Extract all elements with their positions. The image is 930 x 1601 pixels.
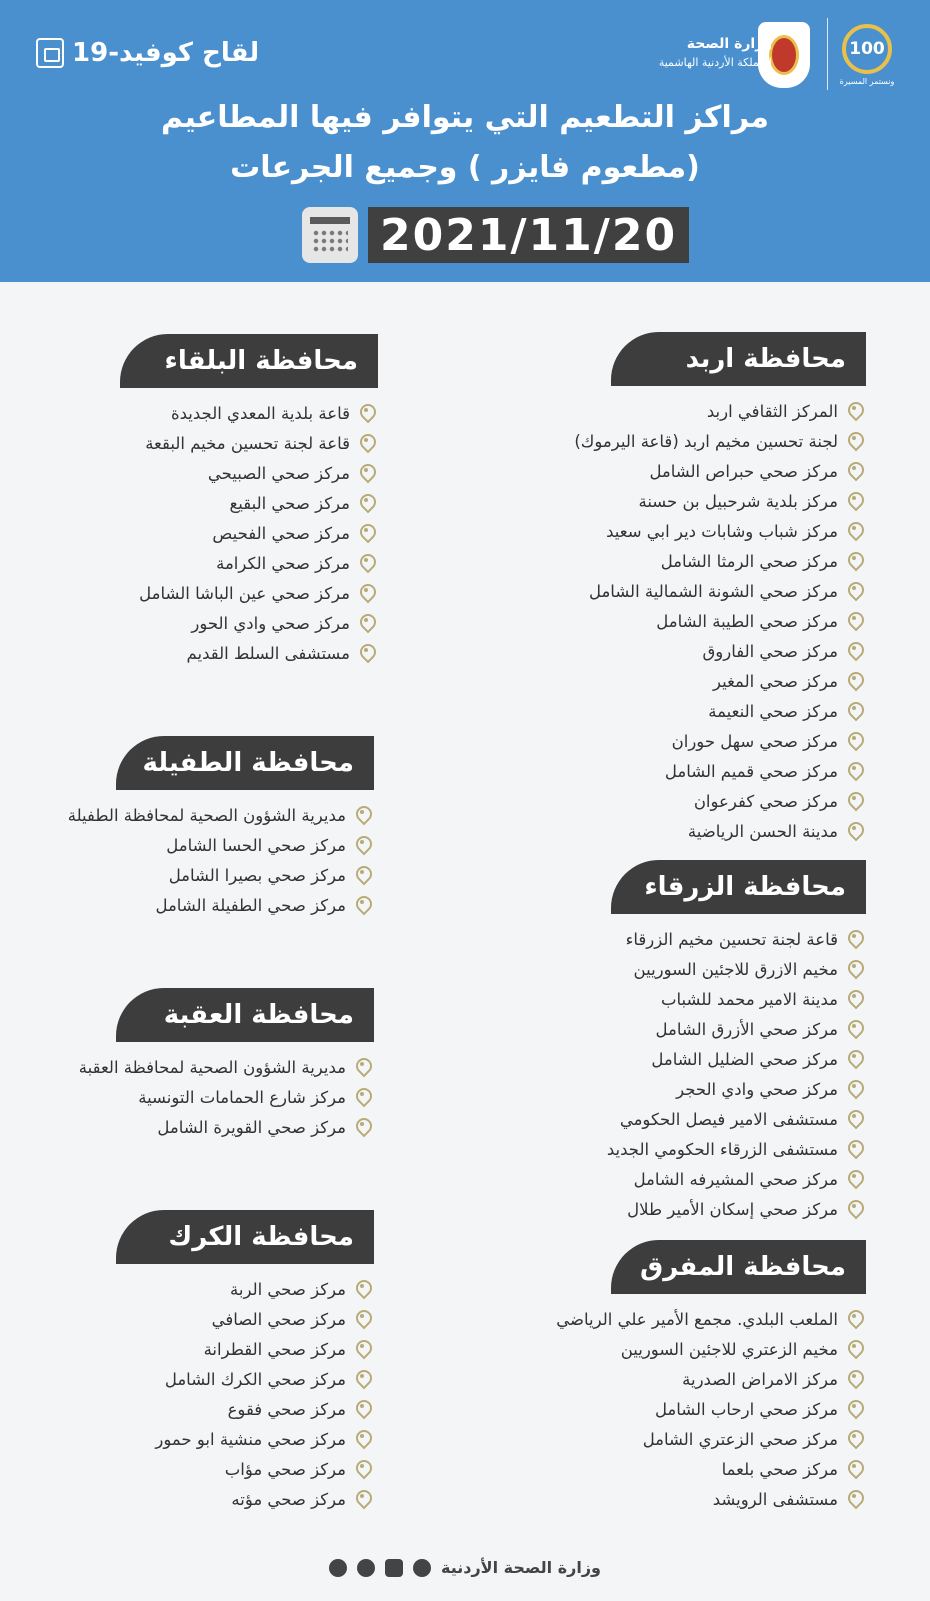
location-pin-icon	[846, 492, 862, 510]
center-name: مركز صحي الكرك الشامل	[164, 1369, 346, 1389]
location-pin-icon	[846, 702, 862, 720]
location-pin-icon	[354, 1088, 370, 1106]
center-item	[607, 1104, 862, 1134]
vaccine-icon	[36, 38, 64, 68]
location-pin-icon	[354, 806, 370, 824]
center-item	[556, 1484, 862, 1514]
center-item	[574, 396, 862, 426]
section-aqaba	[79, 988, 374, 1142]
center-item	[116, 1424, 370, 1454]
center-item	[556, 1454, 862, 1484]
section-tafila	[68, 736, 374, 920]
page-title-line2: (مطعوم فايزر ) وجميع الجرعات	[230, 150, 700, 185]
center-name: مركز شارع الحمامات التونسية	[138, 1087, 346, 1107]
center-item	[116, 1484, 370, 1514]
center-name: مركز صحي الرمثا الشامل	[660, 551, 838, 571]
center-item	[607, 1134, 862, 1164]
twitter-icon[interactable]	[357, 1559, 375, 1577]
location-pin-icon	[846, 1140, 862, 1158]
location-pin-icon	[846, 1340, 862, 1358]
location-pin-icon	[354, 1058, 370, 1076]
location-pin-icon	[846, 612, 862, 630]
location-pin-icon	[358, 404, 374, 422]
center-name: مركز صحي منشية ابو حمور	[155, 1429, 346, 1449]
location-pin-icon	[846, 1460, 862, 1478]
header-banner	[0, 0, 930, 282]
location-pin-icon	[358, 614, 374, 632]
location-pin-icon	[846, 1400, 862, 1418]
center-name: الملعب البلدي. مجمع الأمير علي الرياضي	[556, 1309, 838, 1329]
center-name: مركز صحي ارحاب الشامل	[654, 1399, 838, 1419]
center-item	[116, 1454, 370, 1484]
center-name: مديرية الشؤون الصحية لمحافظة الطفيلة	[67, 805, 346, 825]
location-pin-icon	[846, 1490, 862, 1508]
ministry-name	[659, 36, 772, 69]
location-pin-icon	[354, 866, 370, 884]
location-pin-icon	[846, 1020, 862, 1038]
location-pin-icon	[846, 462, 862, 480]
center-name: مركز صحي سهل حوران	[671, 731, 838, 751]
location-pin-icon	[358, 434, 374, 452]
center-item	[68, 830, 370, 860]
center-item	[574, 666, 862, 696]
center-item	[574, 636, 862, 666]
center-item	[574, 786, 862, 816]
center-name: مدينة الحسن الرياضية	[687, 821, 838, 841]
section-title: محافظة البلقاء	[120, 334, 378, 388]
location-pin-icon	[354, 1340, 370, 1358]
location-pin-icon	[358, 554, 374, 572]
center-name: مركز صحي وادي الحور	[191, 613, 350, 633]
center-name: مركز صحي فقوع	[227, 1399, 346, 1419]
section-title: محافظة العقبة	[116, 988, 374, 1042]
center-name: مركز صحي عين الباشا الشامل	[139, 583, 350, 603]
location-pin-icon	[846, 582, 862, 600]
location-pin-icon	[846, 762, 862, 780]
section-title: محافظة اربد	[611, 332, 866, 386]
section-irbid	[574, 332, 866, 846]
location-pin-icon	[358, 464, 374, 482]
centennial-tag: ونستمر المسيرة	[839, 77, 895, 86]
center-item	[120, 638, 374, 668]
center-name: مركز صحي الضليل الشامل	[651, 1049, 838, 1069]
center-name: مركز صحي مؤته	[231, 1489, 346, 1509]
center-name: مدينة الامير محمد للشباب	[660, 989, 838, 1009]
center-item	[116, 1394, 370, 1424]
center-item	[574, 546, 862, 576]
header-divider	[827, 18, 828, 90]
location-pin-icon	[354, 1490, 370, 1508]
location-pin-icon	[846, 672, 862, 690]
location-pin-icon	[354, 1400, 370, 1418]
location-pin-icon	[846, 432, 862, 450]
center-item	[607, 1044, 862, 1074]
center-item	[556, 1364, 862, 1394]
center-name: مركز صحي الشونة الشمالية الشامل	[588, 581, 838, 601]
center-item	[574, 696, 862, 726]
center-item	[120, 548, 374, 578]
section-title: محافظة الطفيلة	[116, 736, 374, 790]
ministry-line1: وزارة الصحة	[686, 36, 772, 52]
center-name: مركز صحي المغير	[713, 671, 838, 691]
center-item	[68, 860, 370, 890]
location-pin-icon	[846, 552, 862, 570]
section-title: محافظة المفرق	[611, 1240, 866, 1294]
center-item	[574, 726, 862, 756]
center-name: مستشفى السلط القديم	[186, 643, 350, 663]
section-balqa	[120, 334, 378, 668]
centennial-logo	[834, 20, 900, 90]
center-list	[607, 924, 862, 1224]
center-item	[116, 1304, 370, 1334]
center-item	[574, 516, 862, 546]
center-item	[120, 458, 374, 488]
center-name: مركز صحي وادي الحجر	[676, 1079, 838, 1099]
covid-label-text: لقاح كوفيد-19	[72, 38, 260, 68]
date-badge: 2021/11/20	[368, 207, 689, 263]
center-name: مركز صحي بصيرا الشامل	[168, 865, 346, 885]
location-pin-icon	[846, 1200, 862, 1218]
center-item	[120, 428, 374, 458]
center-list	[574, 396, 862, 846]
location-pin-icon	[358, 644, 374, 662]
center-name: قاعة بلدية المعدي الجديدة	[170, 403, 350, 423]
center-name: مركز شباب وشابات دير ابي سعيد	[606, 521, 838, 541]
center-item	[607, 1014, 862, 1044]
location-pin-icon	[358, 524, 374, 542]
center-list	[79, 1052, 370, 1142]
location-pin-icon	[846, 522, 862, 540]
globe-icon[interactable]	[413, 1559, 431, 1577]
center-name: مركز صحي الطفيلة الشامل	[155, 895, 346, 915]
location-pin-icon	[846, 1050, 862, 1068]
center-list	[120, 398, 374, 668]
location-pin-icon	[846, 732, 862, 750]
section-title: محافظة الزرقاء	[611, 860, 866, 914]
location-pin-icon	[846, 1430, 862, 1448]
footer	[0, 1558, 930, 1577]
ministry-line2: المملكة الأردنية الهاشمية	[658, 56, 772, 69]
center-name: مستشفى الرويشد	[712, 1489, 838, 1509]
centennial-number: 100	[842, 24, 892, 74]
center-name: مركز بلدية شرحبيل بن حسنة	[638, 491, 838, 511]
center-item	[607, 1164, 862, 1194]
center-name: لجنة تحسين مخيم اربد (قاعة اليرموك)	[574, 431, 838, 451]
center-item	[79, 1082, 370, 1112]
center-item	[116, 1274, 370, 1304]
center-item	[607, 1074, 862, 1104]
center-item	[556, 1424, 862, 1454]
center-name: مخيم الازرق للاجئين السوريين	[633, 959, 838, 979]
section-karak	[116, 1210, 374, 1514]
center-name: مركز صحي الكرامة	[216, 553, 350, 573]
location-pin-icon	[846, 1080, 862, 1098]
location-pin-icon	[846, 990, 862, 1008]
center-item	[120, 608, 374, 638]
center-name: مركز صحي حبراص الشامل	[649, 461, 838, 481]
footer-text: وزارة الصحة الأردنية	[441, 1558, 601, 1577]
center-name: مركز صحي الحسا الشامل	[166, 835, 346, 855]
center-item	[607, 984, 862, 1014]
center-name: مركز صحي الطيبة الشامل	[656, 611, 838, 631]
center-name: مركز صحي قميم الشامل	[664, 761, 838, 781]
center-item	[556, 1334, 862, 1364]
center-name: مركز صحي الفاروق	[702, 641, 838, 661]
location-pin-icon	[846, 1310, 862, 1328]
location-pin-icon	[354, 1118, 370, 1136]
center-name: مركز الامراض الصدرية	[682, 1369, 838, 1389]
calendar-icon	[302, 207, 358, 263]
center-name: مديرية الشؤون الصحية لمحافظة العقبة	[78, 1057, 346, 1077]
location-pin-icon	[354, 1430, 370, 1448]
center-item	[68, 890, 370, 920]
center-item	[574, 606, 862, 636]
center-item	[574, 576, 862, 606]
location-pin-icon	[846, 822, 862, 840]
location-pin-icon	[354, 1280, 370, 1298]
center-list	[556, 1304, 862, 1514]
location-pin-icon	[846, 1370, 862, 1388]
center-item	[120, 488, 374, 518]
center-name: مستشفى الزرقاء الحكومي الجديد	[606, 1139, 838, 1159]
facebook-icon[interactable]	[329, 1559, 347, 1577]
center-item	[607, 954, 862, 984]
location-pin-icon	[846, 930, 862, 948]
location-pin-icon	[846, 1170, 862, 1188]
section-title: محافظة الكرك	[116, 1210, 374, 1264]
location-pin-icon	[846, 642, 862, 660]
center-name: مركز صحي الصافي	[211, 1309, 346, 1329]
center-name: مركز صحي الربة	[230, 1279, 346, 1299]
location-pin-icon	[358, 494, 374, 512]
center-item	[116, 1364, 370, 1394]
center-list	[68, 800, 370, 920]
center-name: قاعة لجنة تحسين مخيم البقعة	[145, 433, 350, 453]
center-name: مركز صحي بلعما	[721, 1459, 838, 1479]
center-item	[120, 518, 374, 548]
location-pin-icon	[354, 1370, 370, 1388]
covid-vaccine-label	[36, 38, 259, 68]
center-item	[120, 398, 374, 428]
center-item	[574, 456, 862, 486]
center-item	[68, 800, 370, 830]
center-name: مركز صحي البقيع	[229, 493, 350, 513]
location-pin-icon	[846, 1110, 862, 1128]
center-item	[556, 1394, 862, 1424]
center-list	[116, 1274, 370, 1514]
location-pin-icon	[846, 402, 862, 420]
center-item	[120, 578, 374, 608]
page-title-line1: مراكز التطعيم التي يتوافر فيها المطاعيم	[161, 100, 769, 135]
location-pin-icon	[358, 584, 374, 602]
center-item	[116, 1334, 370, 1364]
center-item	[79, 1112, 370, 1142]
location-pin-icon	[846, 792, 862, 810]
center-name: مخيم الزعتري للاجئين السوريين	[620, 1339, 838, 1359]
instagram-icon[interactable]	[385, 1559, 403, 1577]
center-name: مركز صحي النعيمة	[708, 701, 838, 721]
section-mafraq	[556, 1240, 866, 1514]
center-name: مركز صحي القويرة الشامل	[157, 1117, 346, 1137]
center-name: مركز صحي الصبيحي	[207, 463, 350, 483]
center-name: مركز صحي المشيرفه الشامل	[633, 1169, 838, 1189]
date-row	[302, 206, 689, 264]
center-item	[556, 1304, 862, 1334]
center-name: مركز صحي إسكان الأمير طلال	[627, 1199, 838, 1219]
center-item	[607, 924, 862, 954]
center-item	[574, 486, 862, 516]
center-item	[79, 1052, 370, 1082]
center-name: مركز صحي القطرانة	[203, 1339, 346, 1359]
location-pin-icon	[354, 896, 370, 914]
location-pin-icon	[846, 960, 862, 978]
center-name: مركز صحي الزعتري الشامل	[642, 1429, 838, 1449]
center-name: مستشفى الامير فيصل الحكومي	[619, 1109, 838, 1129]
center-name: مركز صحي كفرعوان	[693, 791, 838, 811]
center-item	[574, 816, 862, 846]
location-pin-icon	[354, 1460, 370, 1478]
center-name: مركز صحي الأزرق الشامل	[655, 1019, 838, 1039]
location-pin-icon	[354, 836, 370, 854]
center-name: قاعة لجنة تحسين مخيم الزرقاء	[625, 929, 838, 949]
center-name: مركز صحي الفحيص	[212, 523, 350, 543]
section-zarqa	[607, 860, 866, 1224]
center-name: مركز صحي مؤاب	[224, 1459, 346, 1479]
center-item	[574, 756, 862, 786]
center-item	[574, 426, 862, 456]
center-item	[607, 1194, 862, 1224]
center-name: المركز الثقافي اربد	[706, 401, 838, 421]
location-pin-icon	[354, 1310, 370, 1328]
